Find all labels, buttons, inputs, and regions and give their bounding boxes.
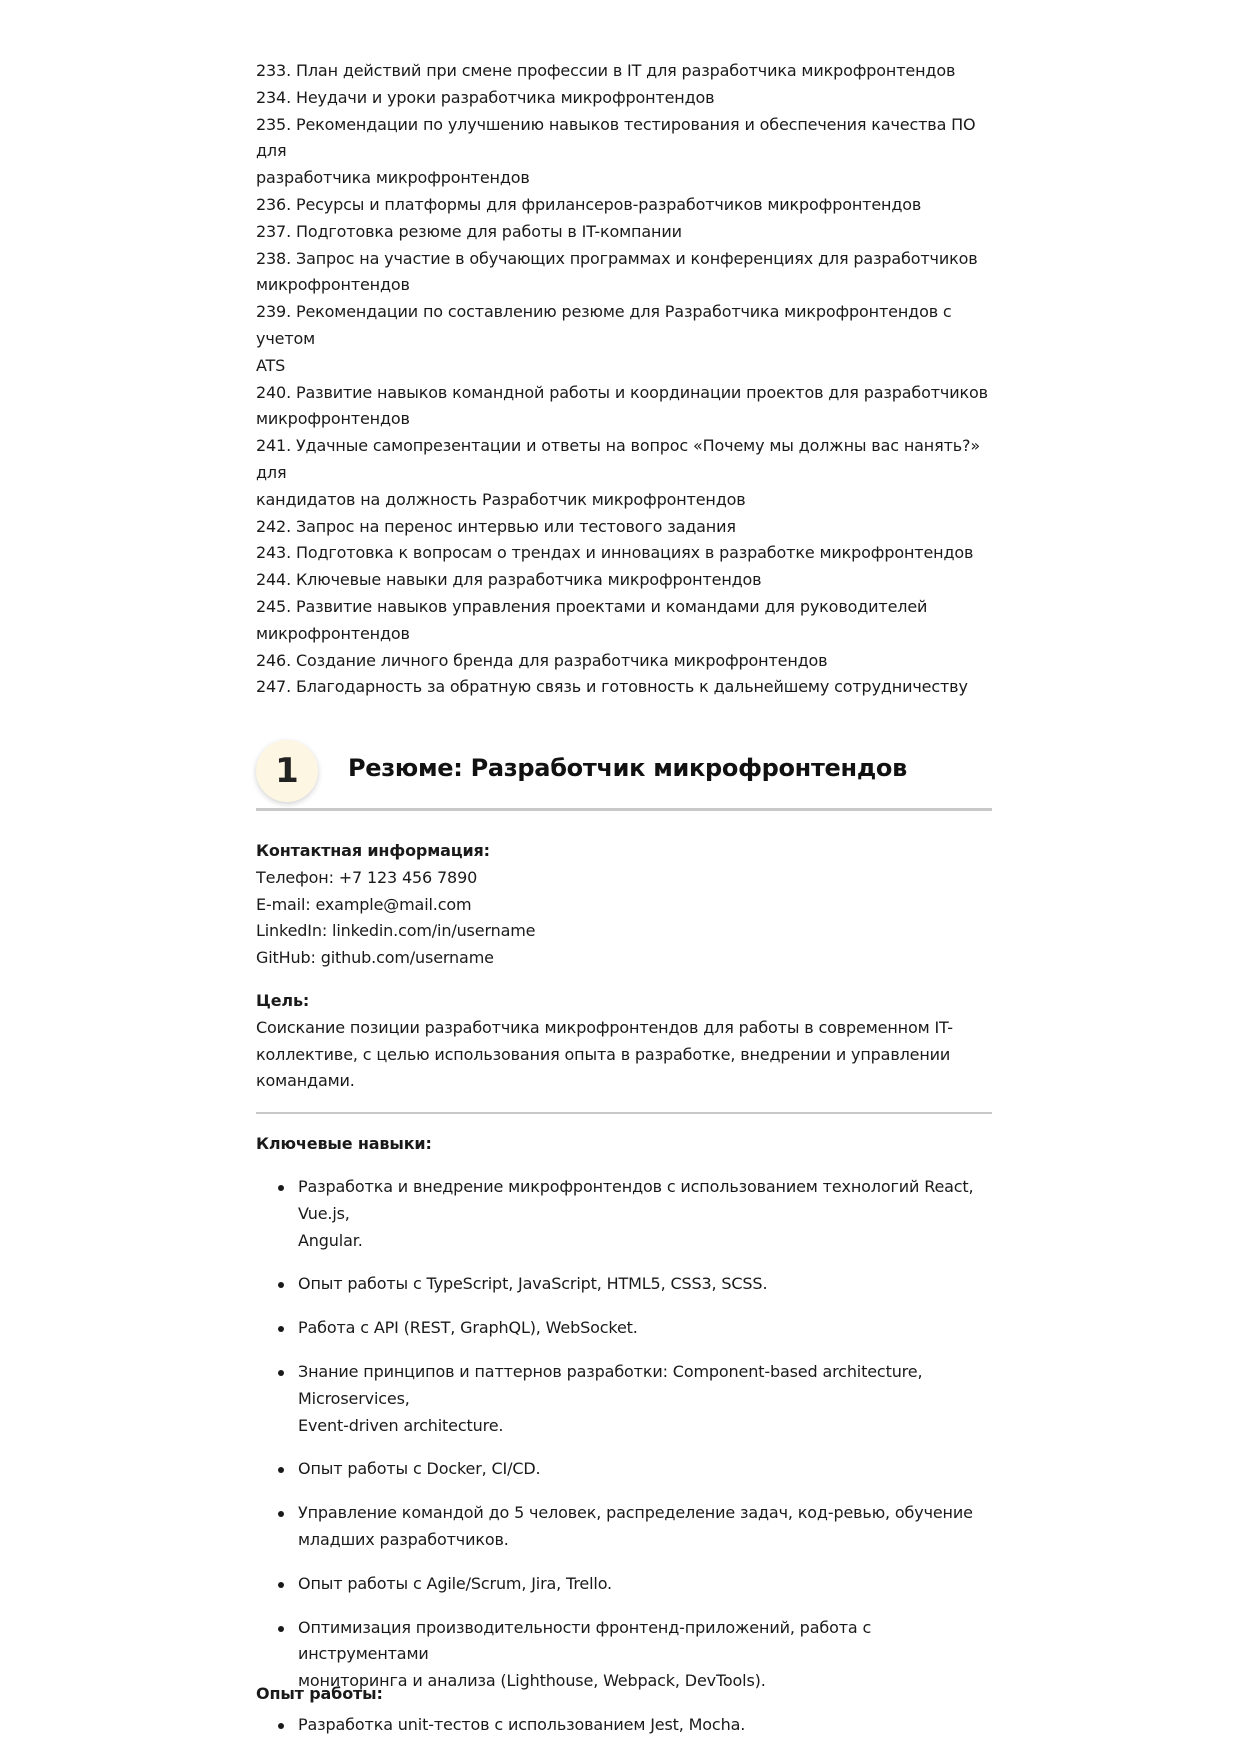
toc-line: разработчика микрофронтендов: [256, 168, 530, 188]
section-number-badge: 1: [256, 740, 318, 802]
toc-list: [256, 58, 992, 701]
bullet-icon: [278, 1370, 284, 1376]
contact-github: GitHub: github.com/username: [256, 948, 494, 968]
list-item-text: Знание принципов и паттернов разработки: Component-based architecture, Microservices,: [298, 1361, 923, 1408]
toc-line: 235. Рекомендации по улучшению навыков тестирования и обеспечения качества ПО для: [256, 114, 976, 161]
toc-line: 234. Неудачи и уроки разработчика микрофронтендов: [256, 87, 715, 107]
list-item: [256, 1174, 992, 1254]
toc-line: микрофронтендов: [256, 623, 410, 643]
list-item-text: мониторинга и анализа (Lighthouse, Webpack, DevTools).: [298, 1671, 766, 1691]
toc-line: микрофронтендов: [256, 275, 410, 295]
list-item-text: Разработка unit-тестов с использованием Jest, Mocha.: [298, 1714, 746, 1734]
list-item-text: Разработка и внедрение микрофронтендов с использованием технологий React, Vue.js,: [298, 1177, 974, 1223]
list-item-text: Event-driven architecture.: [298, 1415, 504, 1435]
toc-line: 242. Запрос на перенос интервью или тестового задания: [256, 516, 736, 536]
contact-phone: Телефон: +7 123 456 7890: [256, 867, 478, 887]
list-item: [256, 1571, 992, 1598]
bullet-icon: [278, 1326, 284, 1332]
bullet-icon: [278, 1282, 284, 1288]
section-header: [256, 740, 992, 808]
toc-line: 247. Благодарность за обратную связь и готовность к дальнейшему сотрудничеству: [256, 677, 968, 697]
list-item: [256, 1712, 992, 1739]
list-item-text: Оптимизация производительности фронтенд-приложений, работа с инструментами: [298, 1617, 872, 1664]
toc-line: 246. Создание личного бренда для разработчика микрофронтендов: [256, 650, 828, 670]
list-item-text: Работа с API (REST, GraphQL), WebSocket.: [298, 1318, 638, 1338]
toc-line: 240. Развитие навыков командной работы и координации проектов для разработчиков: [256, 382, 988, 402]
toc-line: 236. Ресурсы и платформы для фрилансеров-разработчиков микрофронтендов: [256, 194, 922, 214]
goal-block: [256, 988, 992, 1095]
toc-line: кандидатов на должность Разработчик микрофронтендов: [256, 489, 746, 509]
toc-line: 244. Ключевые навыки для разработчика микрофронтендов: [256, 570, 762, 590]
bullet-icon: [278, 1626, 284, 1632]
list-item-text: Опыт работы с Docker, CI/CD.: [298, 1459, 541, 1479]
list-item: [256, 1315, 992, 1342]
bullet-icon: [278, 1723, 284, 1729]
skills-list: [256, 1174, 992, 1756]
bullet-icon: [278, 1582, 284, 1588]
toc-line: микрофронтендов: [256, 409, 410, 429]
toc-line: 239. Рекомендации по составлению резюме для Разработчика микрофронтендов с учетом: [256, 302, 952, 348]
experience-label: Опыт работы:: [256, 1684, 383, 1703]
bullet-icon: [278, 1511, 284, 1517]
experience-heading: [256, 1681, 992, 1708]
contact-block: [256, 838, 992, 972]
toc-line: 238. Запрос на участие в обучающих программах и конференциях для разработчиков: [256, 248, 978, 268]
contact-linkedin: LinkedIn: linkedin.com/in/username: [256, 921, 536, 941]
goal-line: командами.: [256, 1071, 355, 1091]
toc-line: 243. Подготовка к вопросам о трендах и инновациях в разработке микрофронтендов: [256, 543, 974, 563]
toc-line: 245. Развитие навыков управления проектами и командами для руководителей: [256, 596, 928, 616]
contact-email: E-mail: example@mail.com: [256, 894, 472, 914]
list-item-text: Опыт работы с Agile/Scrum, Jira, Trello.: [298, 1573, 612, 1593]
skills-label: Ключевые навыки:: [256, 1134, 432, 1153]
toc-line: ATS: [256, 355, 286, 375]
list-item-text: младших разработчиков.: [298, 1529, 509, 1549]
list-item-text: Опыт работы с TypeScript, JavaScript, HTML5, CSS3, SCSS.: [298, 1274, 768, 1294]
list-item: [256, 1500, 992, 1554]
list-item: [256, 1456, 992, 1483]
section-title: Резюме: Разработчик микрофронтендов: [348, 754, 907, 782]
goal-label: Цель:: [256, 991, 310, 1010]
skills-heading: [256, 1131, 992, 1158]
list-item-text: Управление командой до 5 человек, распределение задач, код-ревью, обучение: [298, 1503, 973, 1523]
list-item: [256, 1359, 992, 1439]
divider: [256, 1112, 992, 1114]
toc-line: 241. Удачные самопрезентации и ответы на вопрос «Почему мы должны вас нанять?» для: [256, 436, 980, 482]
list-item: [256, 1271, 992, 1298]
goal-line: Соискание позиции разработчика микрофронтендов для работы в современном IT-: [256, 1017, 953, 1037]
contact-label: Контактная информация:: [256, 841, 490, 860]
section-divider: [256, 808, 992, 811]
goal-line: коллективе, с целью использования опыта в разработке, внедрении и управлении: [256, 1044, 951, 1064]
list-item-text: Angular.: [298, 1230, 363, 1250]
bullet-icon: [278, 1185, 284, 1191]
toc-line: 233. План действий при смене профессии в IT для разработчика микрофронтендов: [256, 61, 956, 80]
bullet-icon: [278, 1467, 284, 1473]
toc-line: 237. Подготовка резюме для работы в IT-компании: [256, 221, 682, 241]
